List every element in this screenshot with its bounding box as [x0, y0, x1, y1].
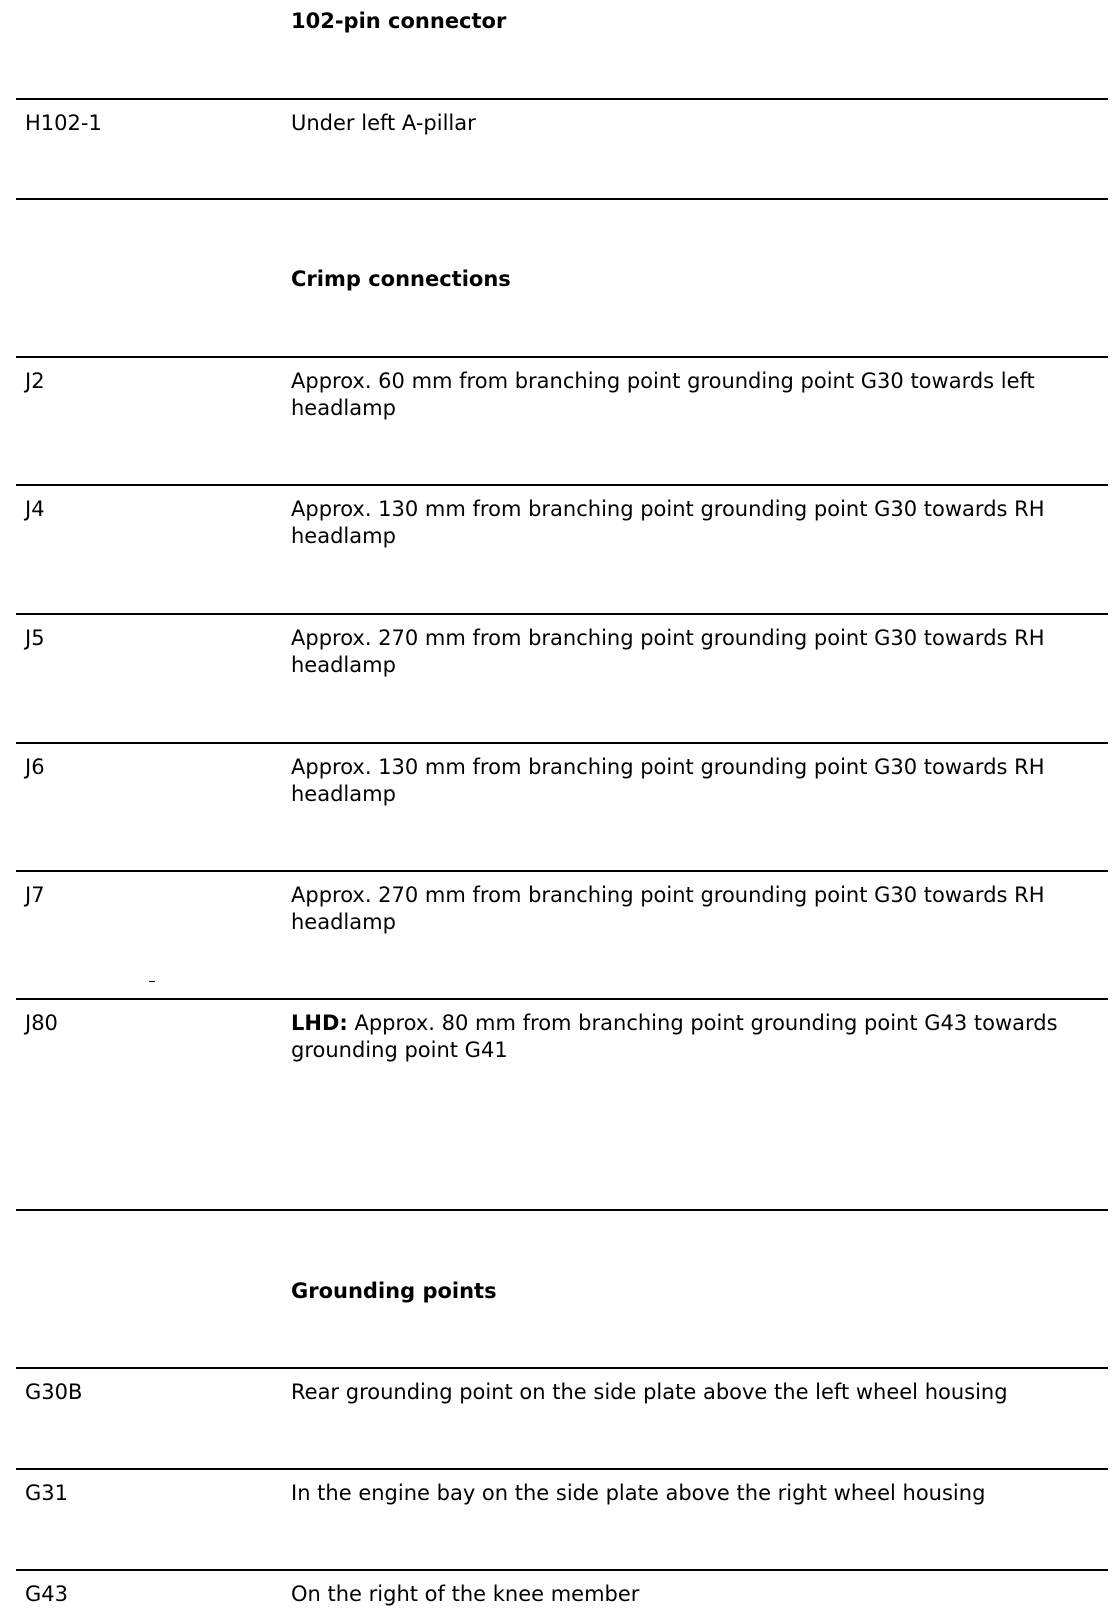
crimp-description: Approx. 270 mm from branching point grounding point G30 towards RH headlamp [291, 883, 1045, 934]
section-heading-connector: 102-pin connector [291, 9, 507, 33]
divider [16, 1468, 1108, 1470]
crimp-description: Approx. 130 mm from branching point grounding point G30 towards RH headlamp [291, 755, 1045, 806]
divider [16, 1569, 1108, 1571]
grounding-id: G30B [25, 1380, 83, 1404]
crimp-id: J5 [25, 626, 45, 650]
divider [16, 613, 1108, 615]
divider [16, 484, 1108, 486]
crimp-description-text: Approx. 80 mm from branching point grounding point G43 towards grounding point G41 [291, 1011, 1058, 1062]
crimp-description: Approx. 60 mm from branching point grounding point G30 towards left headlamp [291, 369, 1035, 420]
crimp-description: Approx. 270 mm from branching point grounding point G30 towards RH headlamp [291, 626, 1045, 677]
crimp-id: J6 [25, 755, 45, 779]
grounding-id: G43 [25, 1582, 68, 1606]
divider [16, 356, 1108, 358]
divider [16, 870, 1108, 872]
divider [16, 1209, 1108, 1211]
crimp-id: J2 [25, 369, 45, 393]
stray-mark [149, 981, 155, 982]
crimp-id: J4 [25, 497, 45, 521]
divider [16, 998, 1108, 1000]
divider [16, 742, 1108, 744]
section-heading-grounding: Grounding points [291, 1279, 497, 1303]
grounding-description: In the engine bay on the side plate above the right wheel housing [291, 1481, 986, 1505]
grounding-description: On the right of the knee member [291, 1582, 640, 1606]
connector-id: H102-1 [25, 111, 102, 135]
divider [16, 198, 1108, 200]
crimp-description: Approx. 130 mm from branching point grounding point G30 towards RH headlamp [291, 497, 1045, 548]
crimp-description [291, 1010, 1106, 1064]
lhd-label: LHD: [291, 1011, 348, 1035]
divider [16, 98, 1108, 100]
connector-description: Under left A-pillar [291, 111, 476, 135]
grounding-id: G31 [25, 1481, 68, 1505]
section-heading-crimp: Crimp connections [291, 267, 511, 291]
crimp-id: J7 [25, 883, 45, 907]
grounding-description: Rear grounding point on the side plate above the left wheel housing [291, 1380, 1008, 1404]
crimp-id: J80 [25, 1011, 58, 1035]
divider [16, 1367, 1108, 1369]
